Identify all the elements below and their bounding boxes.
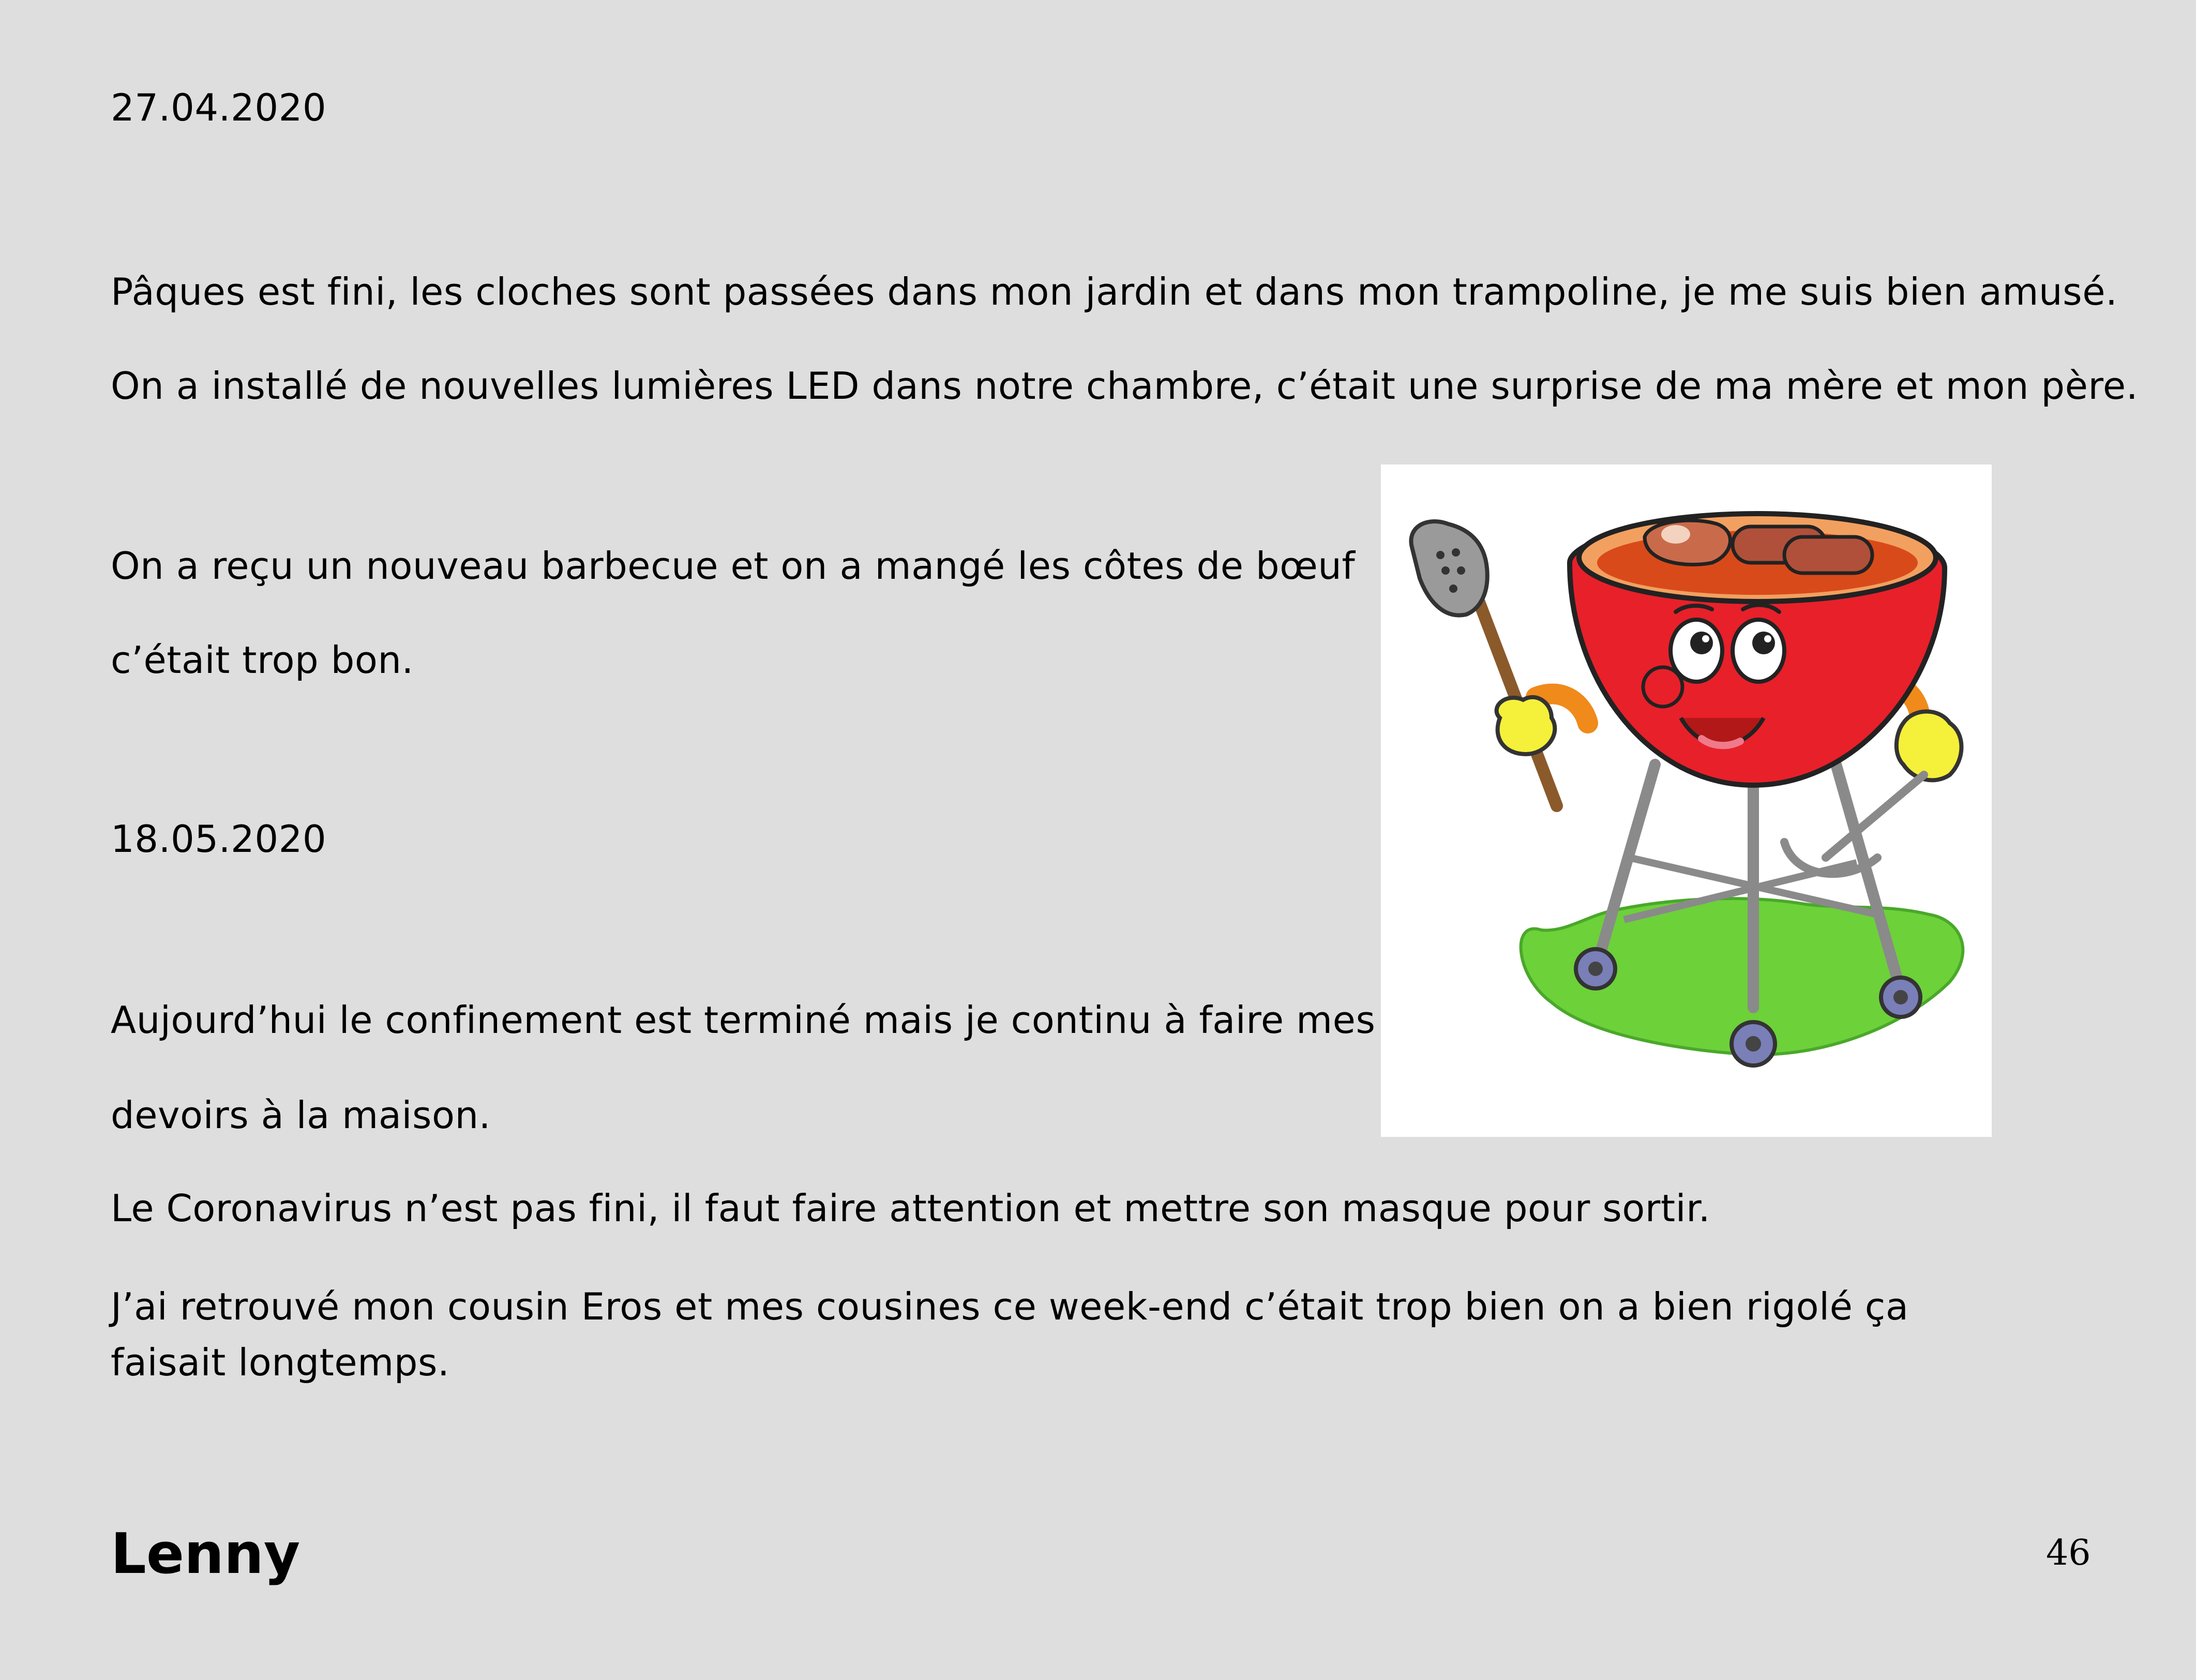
entry-1-line-3: On a reçu un nouveau barbecue et on a mangé les côtes de bœuf xyxy=(111,544,1356,588)
barbecue-grill-cartoon-icon xyxy=(1381,464,1992,1137)
entry-date-1: 27.04.2020 xyxy=(111,86,327,129)
barbecue-illustration xyxy=(1381,464,1992,1137)
entry-2-line-1: Aujourd’hui le confinement est terminé mais je continu à faire mes xyxy=(111,998,1376,1042)
entry-1-line-2: On a installé de nouvelles lumières LED dans notre chambre, c’était une surprise de ma mère et mon père. xyxy=(111,364,2139,408)
entry-2-line-3: Le Coronavirus n’est pas fini, il faut faire attention et mettre son masque pour sortir. xyxy=(111,1187,1710,1230)
entry-2-line-4: J’ai retrouvé mon cousin Eros et mes cousines ce week-end c’était trop bien on a bien rigolé ça faisait longtemps. xyxy=(111,1285,1909,1384)
author-name: Lenny xyxy=(111,1522,300,1586)
entry-2-line-2: devoirs à la maison. xyxy=(111,1093,491,1137)
entry-1-line-1: Pâques est fini, les cloches sont passées dans mon jardin et dans mon trampoline, je me suis bien amusé. xyxy=(111,270,2118,313)
entry-1-line-4: c’était trop bon. xyxy=(111,638,414,682)
entry-date-2: 18.05.2020 xyxy=(111,817,327,861)
page-number: 46 xyxy=(2046,1533,2091,1573)
